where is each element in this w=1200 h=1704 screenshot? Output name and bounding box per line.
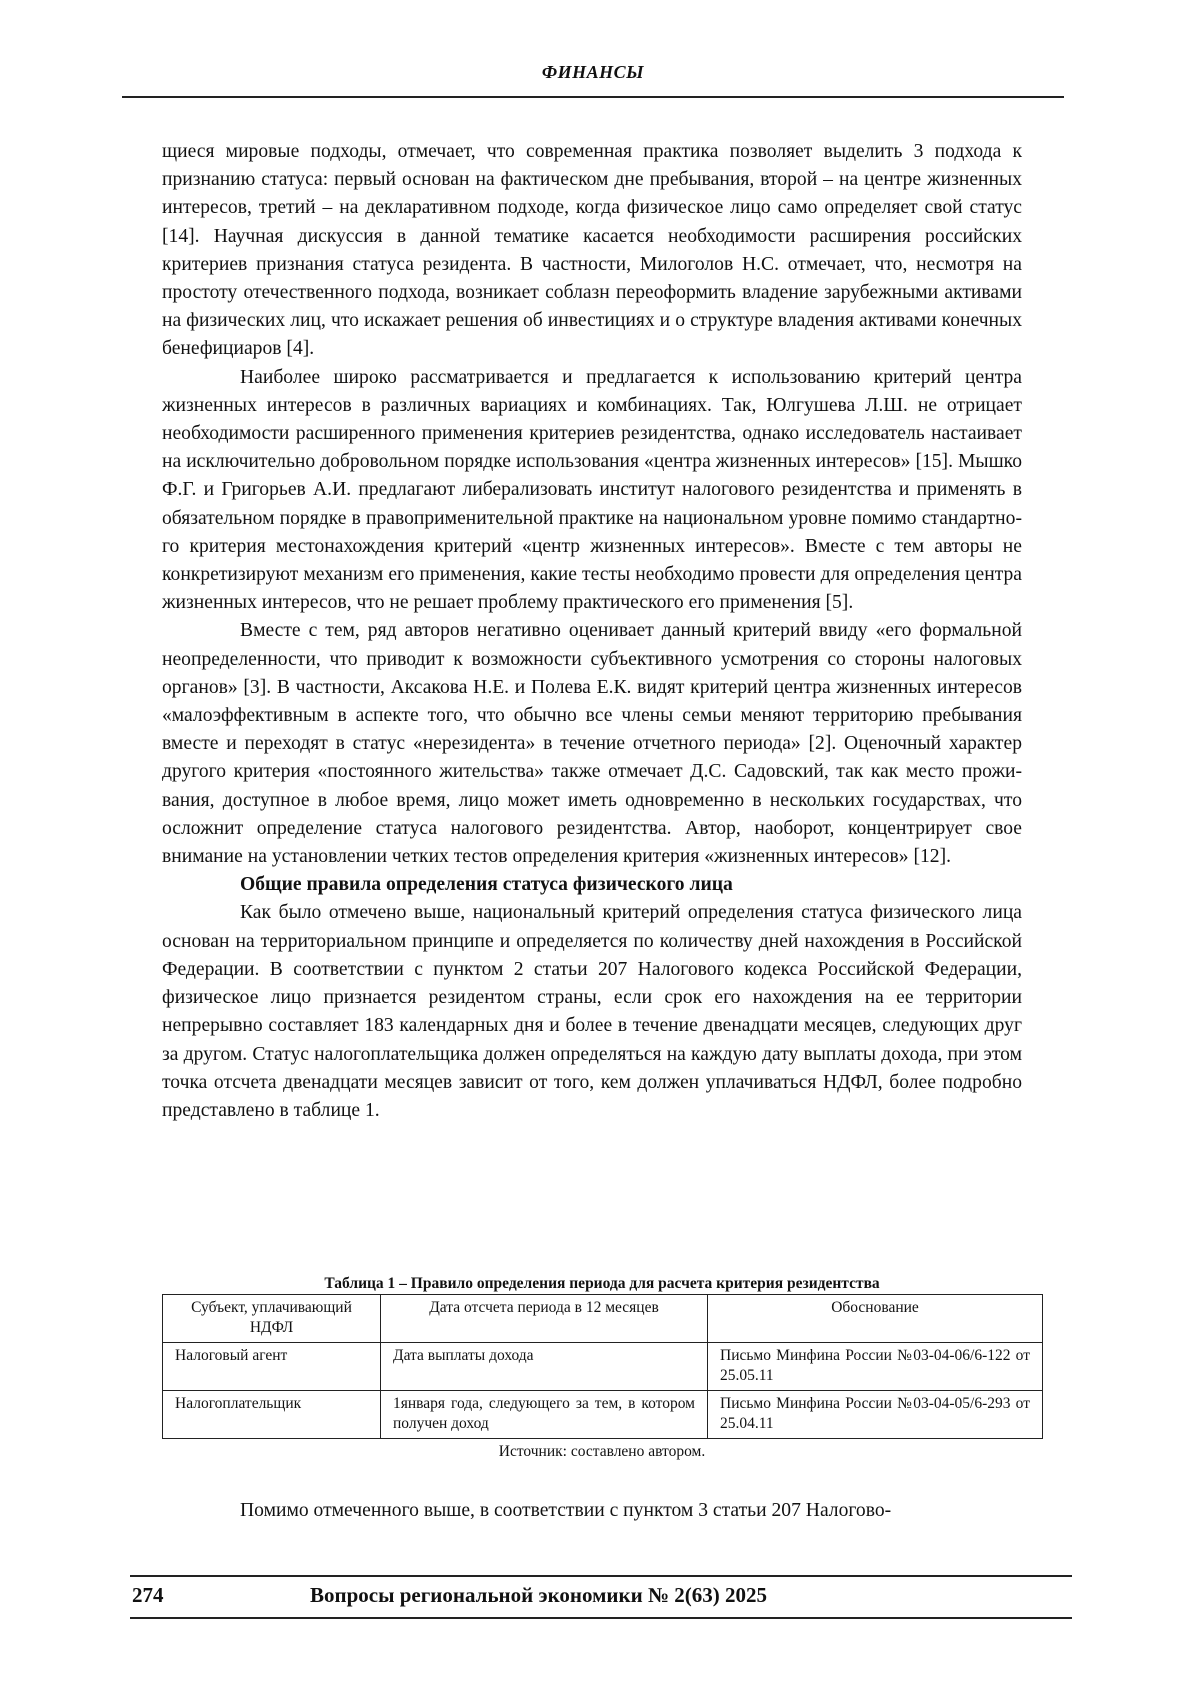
table-cell: 1января года, следующего за тем, в котором получен доход [381,1391,708,1439]
table-block [162,1274,1042,1463]
table-cell: Письмо Минфина России №03-04-06/6-122 от 25.05.11 [708,1343,1043,1391]
residency-period-table [162,1294,1043,1439]
table-header-row [163,1295,1043,1343]
article-body [162,138,1022,1125]
footer-divider-bottom [130,1617,1072,1619]
table-source-note: Источник: составлено автором. [498,1443,706,1460]
table-header-cell: Субъект, уплачивающий НДФЛ [163,1295,381,1343]
paragraph-3: Вместе с тем, ряд авторов негативно оценивает данный критерий ввиду «его формальной неопределенности, что приводит к возможности субъективного усмотрения со стороны налоговых органов» [3]. В частности, Аксакова Н.Е. и Полева Е.К. видят критерий центра жизненных интересов «малоэффективным в аспекте того, что обычно все члены семьи меняют территорию пребывания вместе и переходят в статус «нерезидента» в течение отчетного периода» [2]. Оценочный характер другого критерия «постоянного жительства» также отмечает Д.С. Садовский, так как место проживания, доступное в любое время, лицо может иметь одновременно в нескольких государствах, что осложнит определение статуса налогового резидентства. Автор, наоборот, концентрирует свое внимание на установлении четких тестов определения критерия «жизненных интересов» [12]. [162,620,1022,868]
paragraph-4: Как было отмечено выше, национальный критерий определения статуса физического лица основан на территориальном принципе и определяется по количеству дней нахождения в Российской Федерации. В соответствии с пунктом 2 статьи 207 Налогового кодекса Российской Федерации, физическое лицо признается резидентом страны, если срок его нахождения на ее территории непрерывно составляет 183 календарных дня и более в течение двенадцати месяцев, следующих друг за другом. Статус налогоплательщика должен определяться на каждую дату выплаты дохода, при этом точка отсчета двенадцати месяцев зависит от того, кем должен уплачиваться НДФЛ, более подробно представлено в таблице 1. [162,902,1022,1121]
section-heading: Общие правила определения статуса физического лица [240,874,733,896]
table-row [163,1343,1043,1391]
table-header-cell: Дата отсчета периода в 12 месяцев [381,1295,708,1343]
trailing-text-block [162,1497,1022,1525]
table-header-cell: Обоснование [708,1295,1043,1343]
page-number: 274 [132,1583,164,1607]
paragraph-2: Наиболее широко рассматривается и предлагается к использованию критерий центра жизненных интересов в различных вариациях и комбинациях. Так, Юлгушева Л.Ш. не отрицает необходимости расширенного применения критериев резидентства, однако исследователь настаивает на исключительно добровольном порядке использования «центра жизненных интересов» [15]. Мышко Ф.Г. и Григорьев А.И. предлагают либерализовать институт налогового резидентства и применять в обязательном порядке в правоприменительной практике на национальном уровне помимо стандартного критерия местонахождения критерий «центр жизненных интересов». Вместе с тем авторы не конкретизируют механизм его применения, какие тесты необходимо провести для определения центра жизненных интересов, что не решает проблему практического его применения [5]. [162,366,1022,614]
header-divider [122,96,1064,98]
section-header: ФИНАНСЫ [541,62,645,82]
table-caption: Таблица 1 – Правило определения периода для расчета критерия резидентства [324,1275,880,1292]
table-cell: Дата выплаты дохода [381,1343,708,1391]
table-cell: Письмо Минфина России №03-04-05/6-293 от 25.04.11 [708,1391,1043,1439]
table-cell: Налогоплательщик [163,1391,381,1439]
footer-divider-top [130,1575,1072,1577]
paragraph-1: щиеся мировые подходы, отмечает, что современная практика позволяет выделить 3 подхода к признанию статуса: первый основан на фактическом дне пребывания, второй – на центре жизненных интересов, третий – на декларативном подходе, когда физическое лицо само определяет свой статус [14]. Научная дискуссия в данной тематике касается необходимости расширения российских критериев признания статуса резидента. В частности, Милоголов Н.С. отмечает, что, несмотря на простоту отечественного подхода, возникает соблазн переоформить владение зарубежными активами на физических лиц, что искажает решения об инвестициях и о структуре владения активами конечных бенефициаров [4]. [162,141,1022,360]
journal-title: Вопросы региональной экономики № 2(63) 2025 [310,1583,768,1607]
table-row [163,1391,1043,1439]
paragraph-5: Помимо отмеченного выше, в соответствии с пунктом 3 статьи 207 Налогово- [240,1500,892,1521]
table-cell: Налоговый агент [163,1343,381,1391]
